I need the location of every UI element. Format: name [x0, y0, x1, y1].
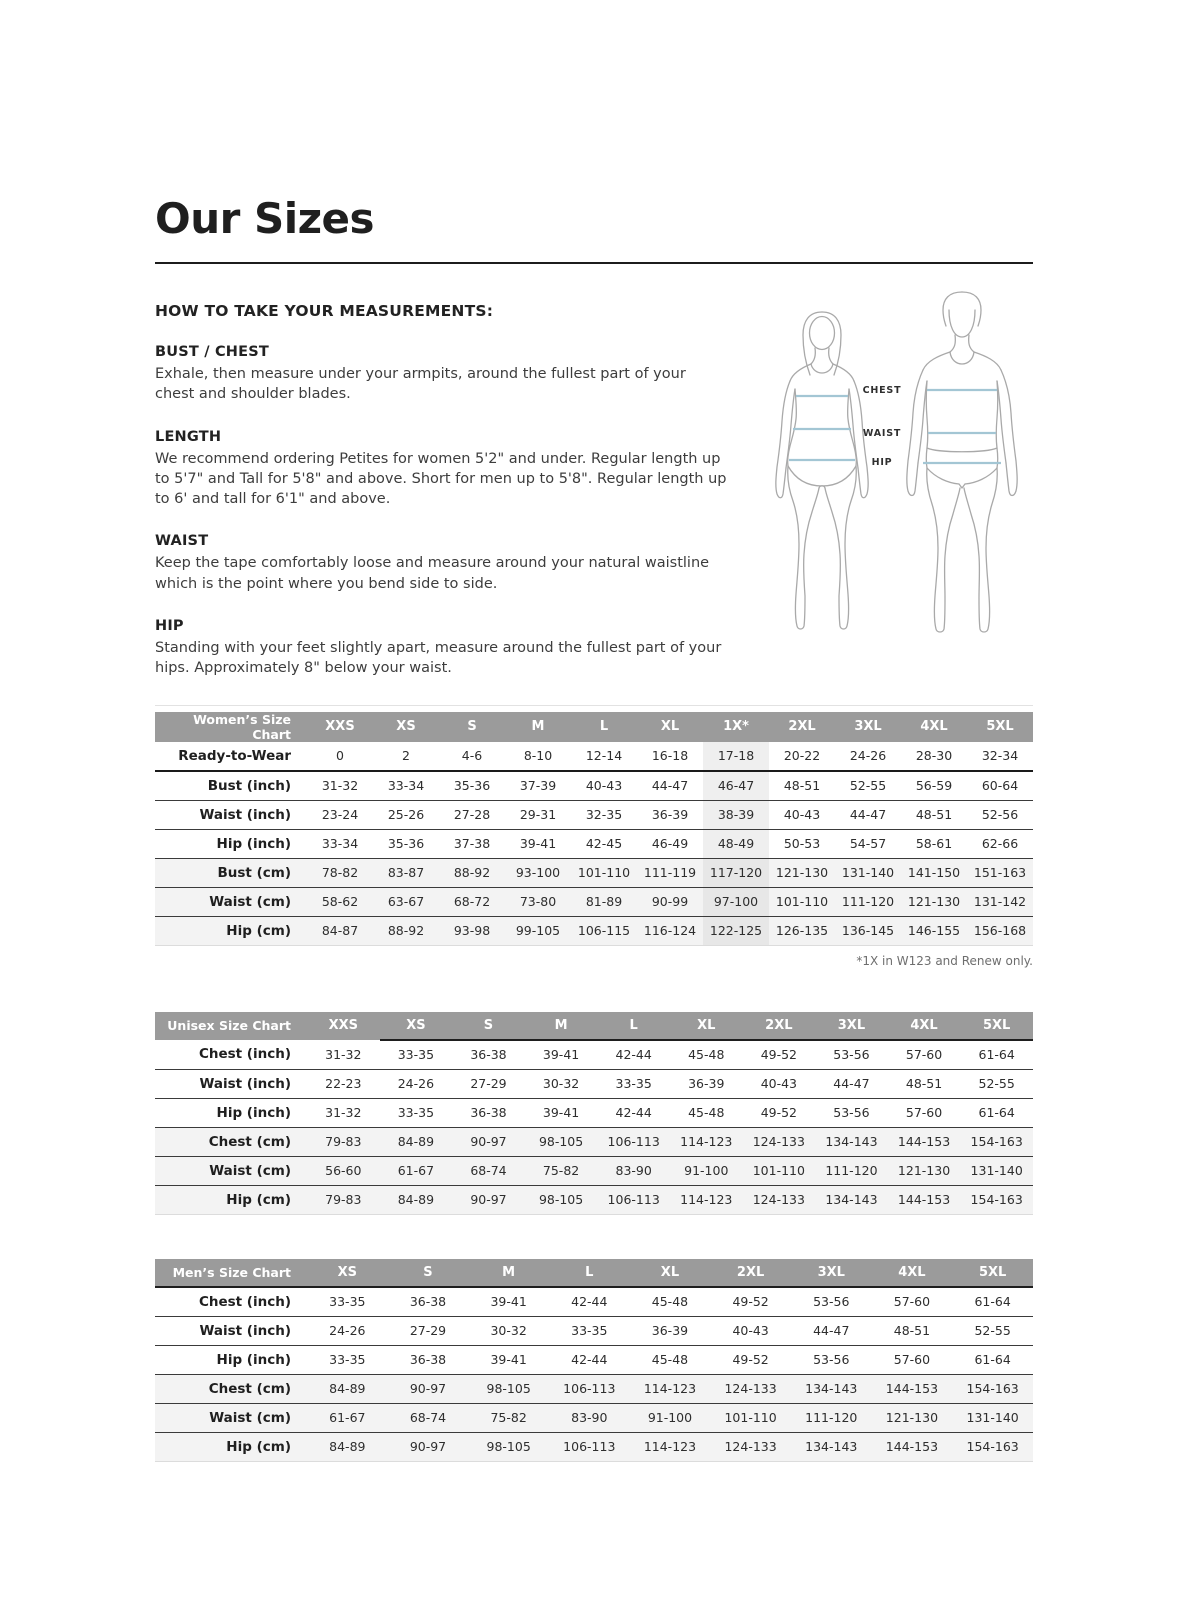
size-cell: 17-18 — [703, 742, 769, 771]
size-cell: 35-36 — [439, 771, 505, 801]
size-cell: 37-39 — [505, 771, 571, 801]
measurement-instructions — [155, 302, 727, 679]
size-cell: 36-38 — [470, 1047, 507, 1063]
size-cell: 90-97 — [388, 1432, 469, 1461]
size-cell: 57-60 — [872, 1345, 953, 1374]
size-cell: 68-74 — [388, 1403, 469, 1432]
column-header: 4XL — [901, 712, 967, 742]
size-cell: 57-60 — [888, 1098, 961, 1127]
size-cell: 131-140 — [960, 1156, 1033, 1185]
size-cell: 46-49 — [637, 829, 703, 858]
row-label: Hip (cm) — [155, 916, 307, 945]
size-cell: 36-38 — [452, 1098, 525, 1127]
size-cell: 39-41 — [542, 1047, 580, 1063]
table-row — [155, 1432, 1033, 1461]
instruction-text: Standing with your feet slightly apart, measure around the fullest part of your hips. Approximately 8" below your waist. — [155, 640, 722, 677]
table-title: Men’s Size Chart — [155, 1259, 307, 1287]
size-cell: 114-123 — [670, 1127, 743, 1156]
column-header: XL — [670, 1012, 743, 1040]
size-cell: 52-55 — [960, 1069, 1033, 1098]
size-cell: 33-35 — [549, 1316, 630, 1345]
row-label: Chest (inch) — [198, 1293, 291, 1310]
table-row — [155, 1374, 1033, 1403]
size-cell: 25-26 — [373, 800, 439, 829]
column-header: 1X* — [703, 712, 769, 742]
column-header: M — [468, 1259, 549, 1287]
row-label: Hip (inch) — [155, 829, 307, 858]
size-cell: 126-135 — [769, 916, 835, 945]
size-cell: 61-64 — [952, 1345, 1033, 1374]
size-cell: 84-89 — [380, 1185, 453, 1214]
column-header: 5XL — [967, 712, 1033, 742]
size-cell: 57-60 — [893, 1294, 931, 1310]
size-cell: 144-153 — [872, 1374, 953, 1403]
size-cell: 121-130 — [901, 887, 967, 916]
size-cell: 45-48 — [630, 1345, 711, 1374]
size-cell: 36-39 — [630, 1316, 711, 1345]
waist-label: WAIST — [862, 428, 902, 439]
page-title: Our Sizes — [155, 194, 375, 243]
chest-label: CHEST — [862, 385, 902, 396]
size-cell: 33-35 — [397, 1047, 435, 1063]
column-header: L — [549, 1259, 630, 1287]
table-row — [155, 1316, 1033, 1345]
table-row — [155, 1156, 1033, 1185]
size-cell: 16-18 — [637, 742, 703, 771]
size-cell: 44-47 — [791, 1316, 872, 1345]
column-header: S — [452, 1012, 525, 1040]
size-cell: 30-32 — [468, 1316, 549, 1345]
size-cell: 54-57 — [835, 829, 901, 858]
size-cell: 93-98 — [439, 916, 505, 945]
size-cell: 22-23 — [307, 1069, 380, 1098]
size-cell: 124-133 — [710, 1432, 791, 1461]
size-cell: 73-80 — [505, 887, 571, 916]
size-cell: 49-52 — [743, 1098, 816, 1127]
column-header: 3XL — [835, 712, 901, 742]
row-label: Ready-to-Wear — [155, 742, 307, 771]
column-header: 4XL — [888, 1012, 961, 1040]
size-cell: 111-120 — [835, 887, 901, 916]
row-label: Waist (cm) — [155, 1403, 307, 1432]
size-cell: 99-105 — [505, 916, 571, 945]
size-cell: 134-143 — [791, 1432, 872, 1461]
column-header: 2XL — [710, 1259, 791, 1287]
size-cell: 46-47 — [703, 771, 769, 801]
size-cell: 131-140 — [952, 1403, 1033, 1432]
size-cell: 39-41 — [525, 1098, 598, 1127]
size-cell: 49-52 — [760, 1047, 798, 1063]
size-cell: 68-72 — [439, 887, 505, 916]
size-cell: 84-89 — [307, 1432, 388, 1461]
size-cell: 124-133 — [743, 1185, 816, 1214]
size-cell: 24-26 — [835, 742, 901, 771]
size-cell: 98-105 — [525, 1127, 598, 1156]
size-cell: 27-29 — [452, 1069, 525, 1098]
instruction-bust-chest — [155, 344, 727, 405]
size-cell: 40-43 — [769, 800, 835, 829]
size-cell: 154-163 — [960, 1185, 1033, 1214]
size-cell: 57-60 — [905, 1047, 943, 1063]
column-header: XS — [307, 1259, 388, 1287]
size-cell: 88-92 — [439, 858, 505, 887]
row-label: Waist (inch) — [155, 1316, 307, 1345]
size-cell: 48-51 — [872, 1316, 953, 1345]
column-header: XS — [373, 712, 439, 742]
row-label: Waist (inch) — [155, 800, 307, 829]
size-cell: 122-125 — [703, 916, 769, 945]
size-cell: 111-120 — [791, 1403, 872, 1432]
row-label: Hip (inch) — [155, 1345, 307, 1374]
size-cell: 53-56 — [813, 1294, 850, 1310]
size-cell: 61-64 — [974, 1294, 1011, 1310]
size-cell: 83-90 — [597, 1156, 670, 1185]
size-cell: 53-56 — [815, 1098, 888, 1127]
size-cell: 124-133 — [743, 1127, 816, 1156]
table-row — [155, 1345, 1033, 1374]
size-cell: 61-64 — [978, 1047, 1015, 1063]
size-cell: 134-143 — [815, 1127, 888, 1156]
column-header: 5XL — [952, 1259, 1033, 1287]
instruction-length — [155, 429, 727, 510]
size-cell: 154-163 — [952, 1432, 1033, 1461]
size-cell: 154-163 — [952, 1374, 1033, 1403]
row-label: Waist (cm) — [155, 887, 307, 916]
size-cell: 31-32 — [325, 1046, 362, 1062]
size-cell: 38-39 — [703, 800, 769, 829]
size-cell: 42-44 — [549, 1345, 630, 1374]
instruction-label: BUST / CHEST — [155, 344, 269, 360]
size-cell: 144-153 — [872, 1432, 953, 1461]
size-cell: 106-113 — [597, 1185, 670, 1214]
unisex-size-chart-block — [155, 1012, 1033, 1215]
size-cell: 106-113 — [549, 1374, 630, 1403]
size-cell: 31-32 — [307, 771, 373, 801]
size-cell: 154-163 — [960, 1127, 1033, 1156]
size-cell: 33-35 — [307, 1345, 388, 1374]
instruction-label: LENGTH — [155, 428, 222, 445]
size-cell: 39-41 — [468, 1345, 549, 1374]
size-cell: 44-47 — [637, 771, 703, 801]
size-cell: 0 — [307, 742, 373, 771]
row-label: Waist (cm) — [155, 1156, 307, 1185]
table-row — [155, 1403, 1033, 1432]
size-cell: 121-130 — [872, 1403, 953, 1432]
column-header: M — [525, 1012, 598, 1040]
row-label: Waist (inch) — [155, 1069, 307, 1098]
size-cell: 33-35 — [329, 1294, 366, 1310]
size-cell: 114-123 — [670, 1185, 743, 1214]
size-cell: 27-29 — [388, 1316, 469, 1345]
size-cell: 39-41 — [490, 1294, 527, 1310]
size-cell: 106-113 — [549, 1432, 630, 1461]
size-cell: 20-22 — [769, 742, 835, 771]
row-label: Hip (cm) — [155, 1432, 307, 1461]
size-cell: 32-34 — [967, 742, 1033, 771]
size-cell: 144-153 — [888, 1127, 961, 1156]
size-cell: 53-56 — [833, 1047, 870, 1063]
size-cell: 61-67 — [307, 1403, 388, 1432]
womens-size-chart-block — [155, 705, 1033, 968]
instruction-hip — [155, 618, 727, 679]
instruction-waist — [155, 533, 727, 594]
column-header: XXS — [307, 1012, 380, 1040]
size-cell: 40-43 — [571, 771, 637, 801]
size-cell: 28-30 — [901, 742, 967, 771]
size-cell: 39-41 — [505, 829, 571, 858]
row-label: Chest (inch) — [198, 1046, 291, 1063]
intro-section — [155, 302, 1033, 679]
instruction-text: Keep the tape comfortably loose and measure around your natural waistline which is the point where you bend side to side. — [155, 555, 710, 592]
body-figures-illustration — [760, 288, 1060, 640]
size-cell: 48-51 — [769, 771, 835, 801]
size-cell: 29-31 — [505, 800, 571, 829]
size-cell: 61-64 — [960, 1098, 1033, 1127]
size-cell: 58-62 — [307, 887, 373, 916]
size-cell: 44-47 — [835, 800, 901, 829]
table-row — [155, 742, 1033, 771]
size-cell: 114-123 — [630, 1432, 711, 1461]
table-row — [155, 858, 1033, 887]
table-row — [155, 771, 1033, 801]
size-cell: 30-32 — [525, 1069, 598, 1098]
size-cell: 68-74 — [452, 1156, 525, 1185]
size-cell: 75-82 — [468, 1403, 549, 1432]
column-header: XXS — [307, 712, 373, 742]
size-cell: 40-43 — [710, 1316, 791, 1345]
row-label: Bust (inch) — [155, 771, 307, 801]
column-header: 2XL — [743, 1012, 816, 1040]
size-cell: 111-119 — [637, 858, 703, 887]
size-cell: 24-26 — [307, 1316, 388, 1345]
column-header: M — [505, 712, 571, 742]
row-label: Bust (cm) — [155, 858, 307, 887]
size-cell: 121-130 — [888, 1156, 961, 1185]
size-cell: 111-120 — [815, 1156, 888, 1185]
size-cell: 83-87 — [373, 858, 439, 887]
womens-size-chart-table — [155, 712, 1033, 946]
table-title: Women’s Size Chart — [155, 712, 307, 742]
size-cell: 78-82 — [307, 858, 373, 887]
size-cell: 131-142 — [967, 887, 1033, 916]
size-cell: 56-59 — [901, 771, 967, 801]
size-cell: 45-48 — [670, 1098, 743, 1127]
size-cell: 84-89 — [307, 1374, 388, 1403]
size-cell: 90-97 — [452, 1185, 525, 1214]
size-cell: 60-64 — [967, 771, 1033, 801]
row-label: Chest (cm) — [155, 1127, 307, 1156]
size-cell: 91-100 — [630, 1403, 711, 1432]
size-cell: 36-38 — [388, 1345, 469, 1374]
table-row — [155, 1185, 1033, 1214]
size-cell: 81-89 — [571, 887, 637, 916]
size-cell: 124-133 — [710, 1374, 791, 1403]
instruction-text: We recommend ordering Petites for women 5'2" and under. Regular length up to 5'7" and Tall for 5'8" and above. Short for men up to 5'8". Regular length up to 6' and tall for 6'1" and above. — [155, 450, 727, 508]
size-cell: 61-67 — [380, 1156, 453, 1185]
column-header: XL — [637, 712, 703, 742]
size-cell: 134-143 — [791, 1374, 872, 1403]
size-cell: 33-35 — [597, 1069, 670, 1098]
size-cell: 114-123 — [630, 1374, 711, 1403]
table-row — [155, 916, 1033, 945]
column-header: S — [439, 712, 505, 742]
size-cell: 2 — [373, 742, 439, 771]
womens-chart-footnote: *1X in W123 and Renew only. — [856, 953, 1033, 968]
row-label: Hip (inch) — [155, 1098, 307, 1127]
size-cell: 88-92 — [373, 916, 439, 945]
size-cell: 90-97 — [452, 1127, 525, 1156]
size-cell: 75-82 — [525, 1156, 598, 1185]
size-cell: 27-28 — [439, 800, 505, 829]
size-cell: 48-49 — [703, 829, 769, 858]
size-cell: 90-99 — [637, 887, 703, 916]
size-cell: 36-39 — [637, 800, 703, 829]
size-cell: 63-67 — [373, 887, 439, 916]
size-cell: 131-140 — [835, 858, 901, 887]
instruction-label: WAIST — [155, 533, 209, 550]
size-cell: 48-51 — [888, 1069, 961, 1098]
size-cell: 121-130 — [769, 858, 835, 887]
size-cell: 37-38 — [439, 829, 505, 858]
mens-size-chart-table — [155, 1259, 1033, 1462]
size-cell: 45-48 — [688, 1047, 725, 1063]
size-cell: 84-87 — [307, 916, 373, 945]
size-cell: 42-44 — [571, 1294, 608, 1310]
row-label: Chest (cm) — [155, 1374, 307, 1403]
column-header: 3XL — [791, 1259, 872, 1287]
size-cell: 33-34 — [373, 771, 439, 801]
size-cell: 33-34 — [307, 829, 373, 858]
size-cell: 151-163 — [967, 858, 1033, 887]
size-cell: 93-100 — [505, 858, 571, 887]
size-cell: 141-150 — [901, 858, 967, 887]
column-header: 2XL — [769, 712, 835, 742]
size-cell: 106-115 — [571, 916, 637, 945]
size-cell: 106-113 — [597, 1127, 670, 1156]
size-cell: 49-52 — [710, 1345, 791, 1374]
size-cell: 50-53 — [769, 829, 835, 858]
column-header: L — [571, 712, 637, 742]
size-cell: 136-145 — [835, 916, 901, 945]
body-figures — [760, 288, 1060, 679]
table-row — [155, 829, 1033, 858]
size-cell: 32-35 — [571, 800, 637, 829]
page-content — [155, 0, 1033, 1462]
size-cell: 134-143 — [815, 1185, 888, 1214]
column-header: XL — [630, 1259, 711, 1287]
column-header: XS — [380, 1012, 453, 1040]
instruction-label: HIP — [155, 618, 184, 635]
size-cell: 98-105 — [525, 1185, 598, 1214]
size-cell: 79-83 — [307, 1185, 380, 1214]
size-cell: 42-44 — [597, 1098, 670, 1127]
size-cell: 49-52 — [732, 1294, 769, 1310]
size-cell: 45-48 — [651, 1294, 689, 1310]
size-cell: 33-35 — [380, 1098, 453, 1127]
size-cell: 8-10 — [505, 742, 571, 771]
size-cell: 101-110 — [571, 858, 637, 887]
size-cell: 44-47 — [815, 1069, 888, 1098]
size-cell: 31-32 — [307, 1098, 380, 1127]
size-cell: 48-51 — [901, 800, 967, 829]
size-cell: 91-100 — [670, 1156, 743, 1185]
table-title: Unisex Size Chart — [155, 1012, 307, 1040]
size-cell: 101-110 — [769, 887, 835, 916]
size-cell: 156-168 — [967, 916, 1033, 945]
size-cell: 101-110 — [743, 1156, 816, 1185]
size-cell: 98-105 — [468, 1432, 549, 1461]
size-cell: 52-56 — [967, 800, 1033, 829]
table-row — [155, 1098, 1033, 1127]
size-cell: 42-45 — [571, 829, 637, 858]
size-cell: 98-105 — [468, 1374, 549, 1403]
table-row — [155, 1069, 1033, 1098]
unisex-size-chart-table — [155, 1012, 1033, 1215]
instruction-text: Exhale, then measure under your armpits, around the fullest part of your chest and shoulder blades. — [155, 366, 686, 403]
column-header: S — [388, 1259, 469, 1287]
size-cell: 101-110 — [710, 1403, 791, 1432]
size-cell: 79-83 — [307, 1127, 380, 1156]
hip-label: HIP — [871, 457, 893, 468]
size-cell: 4-6 — [439, 742, 505, 771]
size-cell: 52-55 — [952, 1316, 1033, 1345]
column-header: L — [597, 1012, 670, 1040]
title-divider — [155, 262, 1033, 264]
size-cell: 53-56 — [791, 1345, 872, 1374]
size-cell: 24-26 — [380, 1069, 453, 1098]
mens-size-chart-block — [155, 1259, 1033, 1462]
column-header: 4XL — [872, 1259, 953, 1287]
table-row — [155, 800, 1033, 829]
table-row — [155, 1040, 1033, 1070]
female-figure — [776, 312, 868, 629]
table-row — [155, 1127, 1033, 1156]
size-cell: 83-90 — [549, 1403, 630, 1432]
column-header: 3XL — [815, 1012, 888, 1040]
size-cell: 56-60 — [307, 1156, 380, 1185]
size-cell: 84-89 — [380, 1127, 453, 1156]
size-cell: 62-66 — [967, 829, 1033, 858]
size-cell: 116-124 — [637, 916, 703, 945]
size-cell: 40-43 — [743, 1069, 816, 1098]
instructions-heading: HOW TO TAKE YOUR MEASUREMENTS: — [155, 302, 494, 320]
size-cell: 23-24 — [307, 800, 373, 829]
size-cell: 12-14 — [571, 742, 637, 771]
column-header: 5XL — [960, 1012, 1033, 1040]
size-cell: 144-153 — [888, 1185, 961, 1214]
size-cell: 90-97 — [388, 1374, 469, 1403]
size-cell: 42-44 — [615, 1047, 652, 1063]
size-cell: 52-55 — [835, 771, 901, 801]
row-label: Hip (cm) — [155, 1185, 307, 1214]
size-cell: 97-100 — [703, 887, 769, 916]
table-row — [155, 1287, 1033, 1317]
size-cell: 36-39 — [670, 1069, 743, 1098]
size-cell: 117-120 — [703, 858, 769, 887]
size-cell: 58-61 — [901, 829, 967, 858]
size-cell: 36-38 — [409, 1294, 447, 1310]
table-row — [155, 887, 1033, 916]
size-cell: 146-155 — [901, 916, 967, 945]
size-cell: 35-36 — [373, 829, 439, 858]
